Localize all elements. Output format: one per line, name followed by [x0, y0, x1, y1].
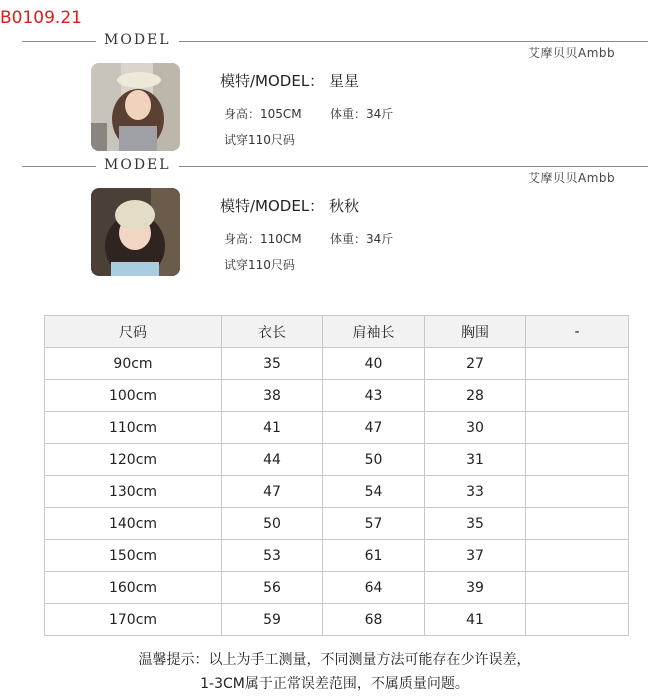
- model-photo: [91, 63, 180, 151]
- model-weight: 体重：34斤: [330, 232, 394, 246]
- cell-shoulder-sleeve: 40: [323, 348, 425, 380]
- cell-size: 110cm: [45, 412, 222, 444]
- size-table: [44, 315, 629, 636]
- table-row: [45, 348, 629, 380]
- model-photo-image: [91, 188, 180, 276]
- cell-shoulder-sleeve: 64: [323, 572, 425, 604]
- cell-blank: [526, 540, 629, 572]
- cell-size: 90cm: [45, 348, 222, 380]
- brand-label: 艾摩贝贝Ambb: [528, 171, 616, 185]
- header-shoulder-sleeve: 肩袖长: [323, 316, 425, 348]
- cell-chest: 28: [425, 380, 526, 412]
- cell-shoulder-sleeve: 68: [323, 604, 425, 636]
- model-photo-image: [91, 63, 180, 151]
- cell-chest: 27: [425, 348, 526, 380]
- table-row: [45, 476, 629, 508]
- cell-chest: 35: [425, 508, 526, 540]
- model-trial-size: 试穿110尺码: [224, 258, 295, 272]
- cell-blank: [526, 476, 629, 508]
- cell-chest: 30: [425, 412, 526, 444]
- table-row: [45, 412, 629, 444]
- cell-shoulder-sleeve: 43: [323, 380, 425, 412]
- model-photo: [91, 188, 180, 276]
- model-name: 模特/MODEL： 星星: [220, 72, 359, 90]
- product-code: B0109.21: [0, 8, 82, 28]
- cell-length: 47: [222, 476, 323, 508]
- cell-blank: [526, 604, 629, 636]
- cell-chest: 41: [425, 604, 526, 636]
- model-height: 身高：110CM: [224, 232, 302, 246]
- table-row: [45, 508, 629, 540]
- section-label: MODEL: [96, 32, 179, 48]
- cell-size: 100cm: [45, 380, 222, 412]
- model-trial-size: 试穿110尺码: [224, 133, 295, 147]
- cell-shoulder-sleeve: 50: [323, 444, 425, 476]
- model-weight: 体重：34斤: [330, 107, 394, 121]
- model-height: 身高：105CM: [224, 107, 302, 121]
- cell-length: 56: [222, 572, 323, 604]
- cell-chest: 33: [425, 476, 526, 508]
- table-row: [45, 572, 629, 604]
- cell-length: 50: [222, 508, 323, 540]
- cell-size: 150cm: [45, 540, 222, 572]
- cell-blank: [526, 508, 629, 540]
- header-chest: 胸围: [425, 316, 526, 348]
- cell-length: 35: [222, 348, 323, 380]
- section-label: MODEL: [96, 157, 179, 173]
- table-row: [45, 540, 629, 572]
- cell-length: 59: [222, 604, 323, 636]
- header-size: 尺码: [45, 316, 222, 348]
- cell-shoulder-sleeve: 54: [323, 476, 425, 508]
- table-row: [45, 380, 629, 412]
- cell-blank: [526, 380, 629, 412]
- header-blank: -: [526, 316, 629, 348]
- cell-chest: 39: [425, 572, 526, 604]
- table-row: [45, 604, 629, 636]
- measurement-note: 温馨提示：以上为手工测量，不同测量方法可能存在少许误差，: [138, 652, 531, 668]
- cell-length: 53: [222, 540, 323, 572]
- cell-chest: 37: [425, 540, 526, 572]
- measurement-note: 1-3CM属于正常误差范围，不属质量问题。: [200, 676, 469, 692]
- model-name: 模特/MODEL： 秋秋: [220, 197, 359, 215]
- cell-chest: 31: [425, 444, 526, 476]
- cell-shoulder-sleeve: 57: [323, 508, 425, 540]
- brand-label: 艾摩贝贝Ambb: [528, 46, 616, 60]
- cell-shoulder-sleeve: 47: [323, 412, 425, 444]
- cell-length: 41: [222, 412, 323, 444]
- cell-blank: [526, 572, 629, 604]
- cell-blank: [526, 348, 629, 380]
- cell-blank: [526, 444, 629, 476]
- cell-length: 44: [222, 444, 323, 476]
- cell-size: 170cm: [45, 604, 222, 636]
- cell-size: 140cm: [45, 508, 222, 540]
- cell-blank: [526, 412, 629, 444]
- cell-length: 38: [222, 380, 323, 412]
- cell-size: 160cm: [45, 572, 222, 604]
- table-header-row: [45, 316, 629, 348]
- cell-size: 130cm: [45, 476, 222, 508]
- table-row: [45, 444, 629, 476]
- cell-shoulder-sleeve: 61: [323, 540, 425, 572]
- cell-size: 120cm: [45, 444, 222, 476]
- header-length: 衣长: [222, 316, 323, 348]
